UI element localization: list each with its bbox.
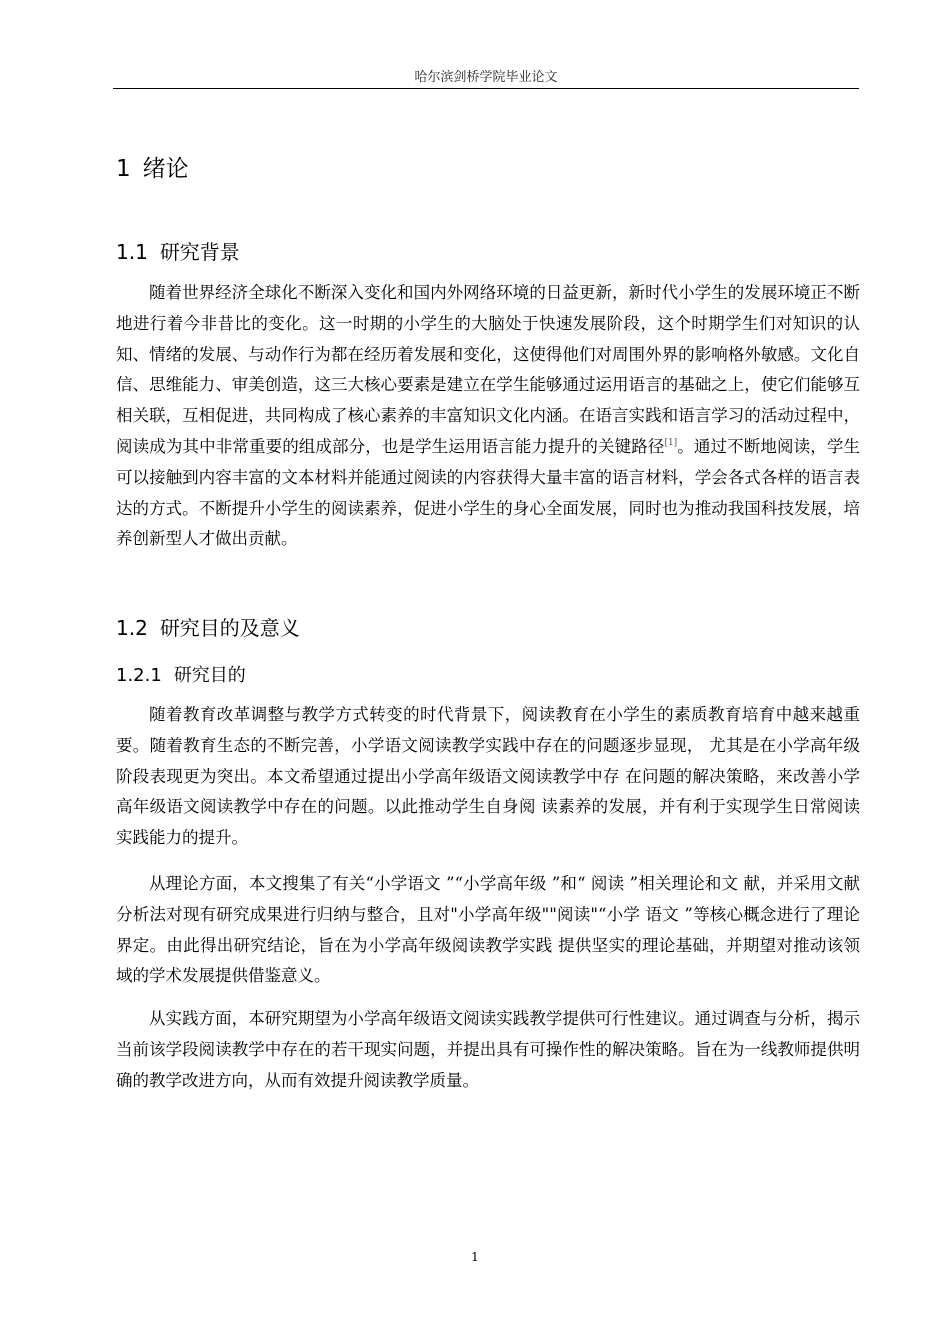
section-heading-1-2 — [116, 612, 300, 641]
page-number: 1 — [471, 1250, 479, 1264]
section-title: 研究目的及意义 — [159, 616, 300, 640]
section-heading-1-1 — [116, 236, 240, 265]
section-number: 1.1 — [116, 240, 148, 264]
subsection-number: 1.2.1 — [116, 665, 162, 686]
background-text: 随着世界经济全球化不断深入变化和国内外网络环境的日益更新，新时代小学生的发展环境正不断地进行着今非昔比的变化。这一时期的小学生的大脑处于快速发展阶段，这个时期学生们对知识的认知、情绪的发展、与动作行为都在经历着发展和变化，这使得他们对周围外界的影响格外敏感。文化自信、思维能力、审美创造，这三大核心要素是建立在学生能够通过运用语言的基础之上，使它们能够互相关联，互相促进，共同构成了核心素养的丰富知识文化内涵。在语言实践和语言学习的活动过程中，阅读成为其中非常重要的组成部分，也是学生运用语言能力提升的关键路径 — [116, 283, 860, 456]
citation-ref[interactable]: [1] — [664, 437, 678, 448]
chapter-heading — [116, 150, 189, 183]
section-title: 研究背景 — [159, 240, 240, 264]
background-text-continued: 。通过不断地阅读，学生可以接触到内容丰富的文本材料并能通过阅读的内容获得大量丰富的语言材料，学会各式各样的语言表达的方式。不断提升小学生的阅读素养，促进小学生的身心全面发展，同时也为推动我国科技发展，培养创新型人才做出贡献。 — [116, 436, 861, 549]
background-paragraph — [116, 278, 860, 555]
theory-paragraph: 从理论方面，本文搜集了有关“小学语文 ”“小学高年级 ”和“ 阅读 ”相关理论和文 献，并采用文献分析法对现有研究成果进行归纳与整合，且对"小学高年级""阅读"“小学 语文 ”等核心概念进行了理论界定。由此得出研究结论，旨在为小学高年级阅读教学实践 提供坚实的理论基础，并期望对推动该领域的学术发展提供借鉴意义。 — [116, 874, 860, 986]
chapter-title: 绪论 — [142, 156, 189, 182]
page-header: 哈尔滨剑桥学院毕业论文 — [414, 70, 558, 85]
practice-paragraph: 从实践方面，本研究期望为小学高年级语文阅读实践教学提供可行性建议。通过调查与分析，揭示当前该学段阅读教学中存在的若干现实问题，并提出具有可操作性的解决策略。旨在为一线教师提供明确的教学改进方向，从而有效提升阅读教学质量。 — [116, 1009, 860, 1090]
purpose-paragraph: 随着教育改革调整与教学方式转变的时代背景下，阅读教育在小学生的素质教育培育中越来越重要。随着教育生态的不断完善，小学语文阅读教学实践中存在的问题逐步显现， 尤其是在小学高年级阶段表现更为突出。本文希望通过提出小学高年级语文阅读教学中存 在问题的解决策略，来改善小学高年级语文阅读教学中存在的问题。以此推动学生自身阅 读素养的发展，并有利于实现学生日常阅读实践能力的提升。 — [116, 705, 860, 848]
subsection-heading-1-2-1 — [116, 661, 246, 687]
chapter-number: 1 — [116, 156, 131, 182]
section-number: 1.2 — [116, 616, 148, 640]
header-rule — [113, 88, 859, 89]
subsection-title: 研究目的 — [173, 665, 246, 686]
